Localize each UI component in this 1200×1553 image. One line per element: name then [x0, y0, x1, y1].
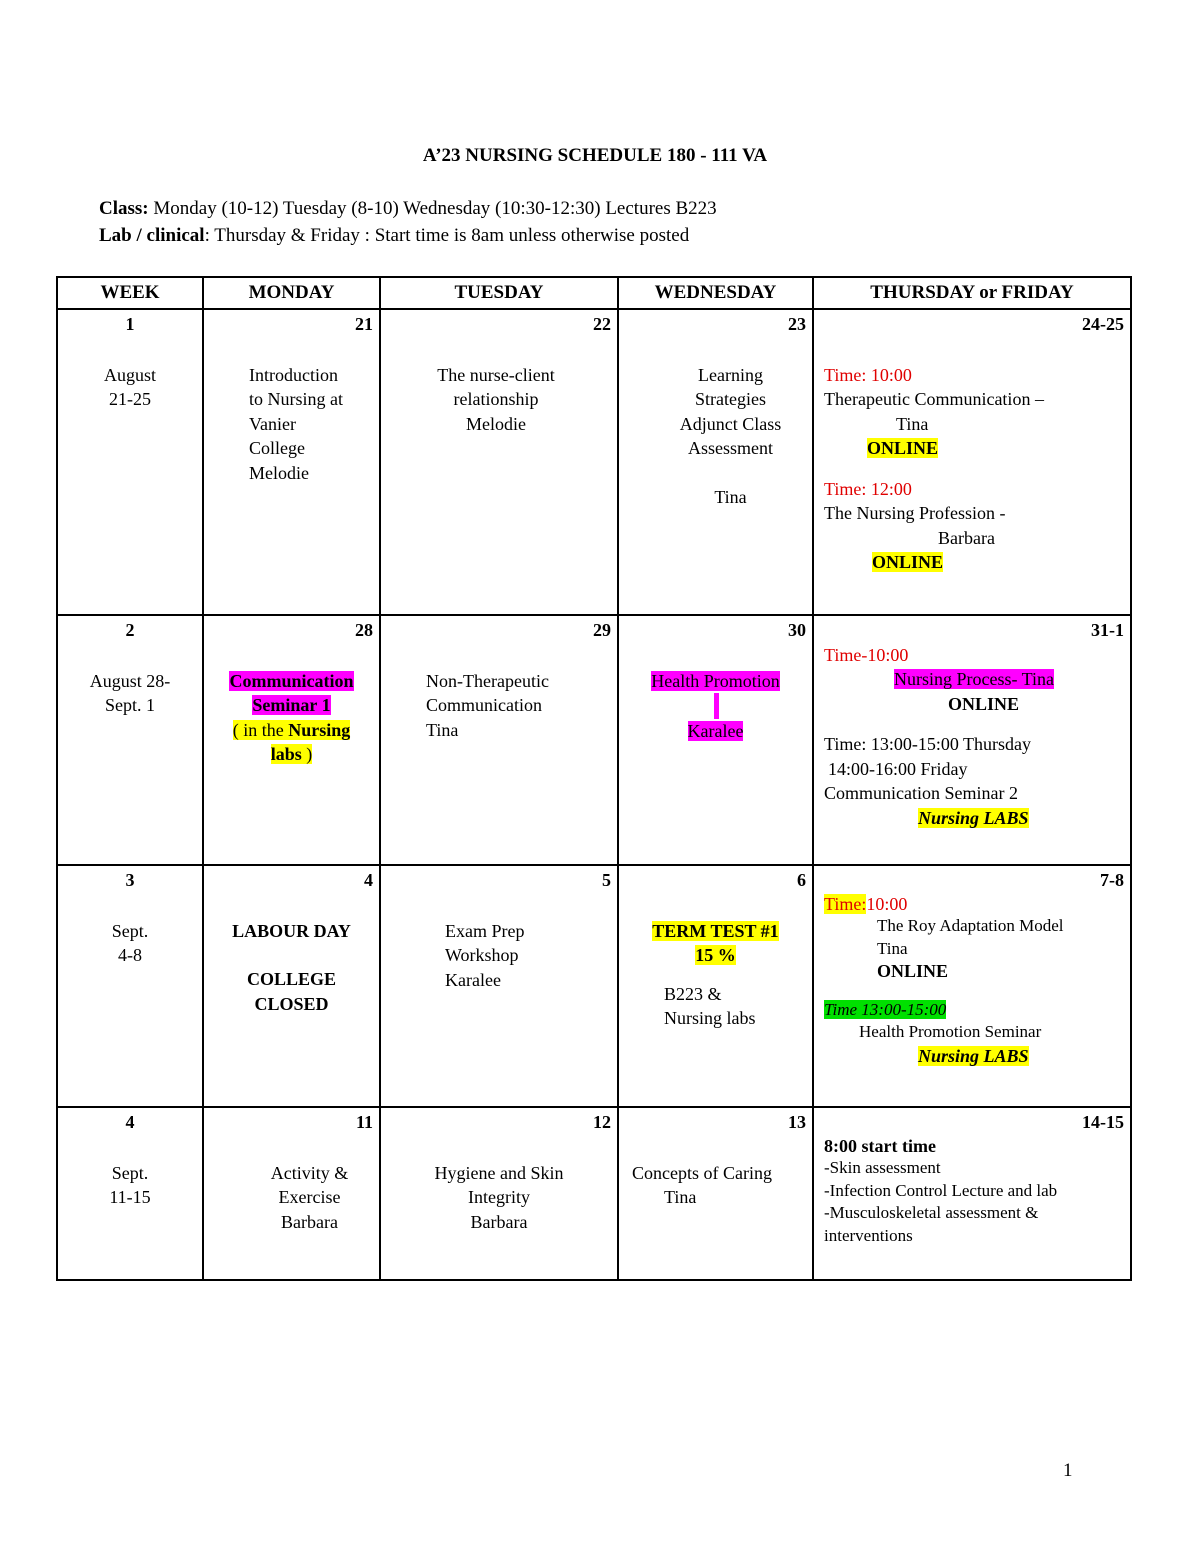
holiday-closed: COLLEGE: [246, 969, 337, 989]
tuesday-cell: [380, 615, 618, 865]
header-thursday-friday: THURSDAY or FRIDAY: [813, 277, 1131, 309]
wednesday-lecture: [619, 669, 812, 744]
labs-location: Nursing LABS: [918, 1045, 1029, 1066]
lecture-line: to Nursing at: [249, 389, 343, 409]
header-tuesday: TUESDAY: [380, 277, 618, 309]
lecture-line: Melodie: [249, 462, 309, 483]
class-line: [99, 198, 717, 220]
lecture-line: Exam Prep: [445, 920, 525, 941]
lecture-line: Melodie: [466, 413, 526, 434]
tuesday-lecture: [381, 363, 617, 437]
seminar-location: ( in the: [232, 719, 289, 740]
week-row-1: [57, 309, 1131, 615]
week-number: 4: [125, 1112, 135, 1132]
tuesday-lecture: [381, 919, 617, 993]
wednesday-cell: [618, 865, 813, 1107]
week-number: 1: [125, 314, 135, 334]
day-number: 7-8: [1100, 870, 1124, 890]
lecture-line: Concepts of Caring: [632, 1162, 772, 1183]
lecture-line: The nurse-client: [437, 364, 555, 385]
day-number: 29: [593, 620, 611, 640]
lecture-line: Workshop: [445, 945, 519, 965]
week-cell: [57, 309, 203, 615]
holiday-notice: [204, 919, 379, 1017]
lecture-line: Strategies: [695, 389, 766, 409]
day-number: 28: [355, 620, 373, 640]
lecture-line: Barbara: [470, 1211, 528, 1232]
term-test: [619, 919, 812, 968]
page-number: 1: [1063, 1460, 1073, 1481]
list-item: -Infection Control Lecture and lab: [824, 1180, 1058, 1200]
lecture-line: Vanier: [249, 413, 296, 434]
day-number: 30: [788, 620, 806, 640]
header-week: WEEK: [57, 277, 203, 309]
header-monday: MONDAY: [203, 277, 380, 309]
lecture-line: Tina: [714, 487, 747, 507]
day-number: 31-1: [1091, 620, 1124, 640]
lecture-line: Health Promotion: [651, 670, 780, 691]
online-badge: ONLINE: [948, 693, 1020, 714]
seminar-title: Communication: [229, 670, 354, 691]
lecture-line: College: [249, 438, 305, 458]
monday-lecture: [204, 363, 379, 486]
day-number: 13: [788, 1112, 806, 1132]
session-instructor: Tina: [896, 413, 929, 434]
labs-location: Nursing LABS: [918, 807, 1029, 828]
thursday-sessions: [814, 643, 1130, 831]
week-dates: Sept. 1: [104, 695, 155, 715]
session-time: Time: 13:00-15:00 Thursday: [824, 734, 1032, 754]
day-number: 23: [788, 314, 806, 334]
session-time: 10:00: [866, 893, 908, 914]
lecture-line: Non-Therapeutic: [426, 670, 549, 691]
thursday-sessions: [814, 1135, 1130, 1248]
monday-cell: [203, 865, 380, 1107]
term-test-weight: 15 %: [695, 945, 736, 965]
header-wednesday: WEDNESDAY: [618, 277, 813, 309]
class-label: Class:: [99, 198, 149, 219]
session-time: 14:00-16:00 Friday: [828, 758, 968, 779]
thursday-cell: [813, 1107, 1131, 1280]
week-dates: August 28-: [89, 670, 171, 691]
lecture-line: Tina: [426, 719, 459, 740]
lecture-line: Introduction: [249, 364, 338, 385]
schedule-table: [56, 276, 1132, 1281]
week-row-2: [57, 615, 1131, 865]
wednesday-cell: [618, 309, 813, 615]
lecture-line: Communication: [426, 695, 542, 715]
day-number: 22: [593, 314, 611, 334]
monday-cell: [203, 615, 380, 865]
holiday-closed: CLOSED: [254, 993, 329, 1014]
seminar-title: Seminar 1: [252, 695, 331, 715]
tuesday-cell: [380, 1107, 618, 1280]
tuesday-cell: [380, 309, 618, 615]
lecture-line: Activity &: [270, 1162, 349, 1183]
lecture-line: Learning: [698, 364, 763, 385]
week-dates: 21-25: [109, 389, 151, 409]
wednesday-cell: [618, 1107, 813, 1280]
thursday-sessions: [814, 893, 1130, 1069]
lab-line: [99, 225, 689, 247]
online-badge: ONLINE: [867, 438, 939, 458]
session-topic: Health Promotion Seminar: [859, 1022, 1042, 1041]
lecture-line: Exercise: [278, 1187, 341, 1207]
list-item: interventions: [824, 1225, 913, 1245]
wednesday-lecture: [619, 1161, 812, 1210]
lecture-line: Tina: [664, 1187, 697, 1207]
day-number: 6: [797, 870, 806, 890]
lecture-line: Karalee: [445, 969, 501, 990]
week-dates: August: [103, 364, 156, 385]
week-dates: Sept.: [111, 920, 149, 941]
online-badge: ONLINE: [877, 961, 949, 981]
term-test-location: [619, 982, 812, 1031]
tuesday-lecture: [381, 669, 617, 743]
lab-label: Lab / clinical: [99, 225, 205, 246]
lecture-line: Integrity: [468, 1187, 530, 1207]
day-number: 12: [593, 1112, 611, 1132]
location-line: B223 &: [664, 983, 722, 1004]
session-time: Time: 12:00: [824, 478, 912, 499]
seminar-block: [204, 669, 379, 767]
week-cell: [57, 1107, 203, 1280]
seminar-location: Nursing: [288, 719, 351, 740]
list-item: -Musculoskeletal assessment &: [824, 1203, 1039, 1222]
lecture-line: Karalee: [687, 721, 744, 741]
lecture-line: Hygiene and Skin: [434, 1162, 564, 1183]
wednesday-lecture: [619, 363, 812, 510]
seminar-location: ): [301, 744, 313, 764]
start-time: 8:00 start time: [824, 1135, 936, 1156]
day-number: 4: [364, 870, 373, 890]
tuesday-cell: [380, 865, 618, 1107]
term-test-title: TERM TEST #1: [652, 920, 779, 941]
thursday-cell: [813, 309, 1131, 615]
location-line: Nursing labs: [664, 1008, 756, 1028]
header-row: [57, 277, 1131, 309]
day-number: 11: [355, 1112, 373, 1132]
lecture-line: [649, 461, 812, 486]
lecture-line: Adjunct Class: [679, 413, 782, 434]
session-topic: Therapeutic Communication –: [824, 389, 1044, 409]
thursday-sessions: [814, 363, 1130, 575]
seminar-location: labs: [270, 744, 302, 764]
session-time: Time:: [824, 893, 867, 914]
session-topic: Communication Seminar 2: [824, 783, 1018, 803]
lecture-line: Assessment: [688, 438, 773, 458]
session-instructor: Tina: [877, 938, 908, 958]
week-cell: [57, 615, 203, 865]
list-item: -Skin assessment: [824, 1158, 941, 1177]
week-row-3: [57, 865, 1131, 1107]
week-number: 2: [125, 620, 135, 640]
week-dates: 4-8: [118, 945, 142, 965]
week-dates: 11-15: [109, 1187, 151, 1207]
week-dates: Sept.: [111, 1162, 149, 1183]
week-row-4: [57, 1107, 1131, 1280]
day-number: 21: [355, 314, 373, 334]
thursday-cell: [813, 865, 1131, 1107]
lecture-line: relationship: [453, 389, 539, 409]
week-cell: [57, 865, 203, 1107]
day-number: 5: [602, 870, 611, 890]
lab-text: : Thursday & Friday : Start time is 8am unless otherwise posted: [204, 225, 690, 246]
session-topic: Nursing Process- Tina: [894, 669, 1055, 689]
highlight-connector: [714, 693, 719, 719]
tuesday-lecture: [381, 1161, 617, 1235]
session-topic: The Nursing Profession -: [824, 503, 1006, 523]
session-topic: The Roy Adaptation Model: [877, 916, 1064, 935]
wednesday-cell: [618, 615, 813, 865]
session-time: Time 13:00-15:00: [824, 999, 947, 1019]
session-time: Time: 10:00: [824, 364, 912, 385]
monday-lecture: [204, 1161, 379, 1235]
thursday-cell: [813, 615, 1131, 865]
session-instructor: Barbara: [938, 527, 995, 548]
online-badge: ONLINE: [872, 552, 944, 572]
page-title: A’23 NURSING SCHEDULE 180 - 111 VA: [422, 145, 768, 166]
session-time: Time-10:00: [824, 644, 909, 665]
holiday-title: LABOUR DAY: [232, 920, 351, 941]
day-number: 24-25: [1082, 314, 1124, 334]
week-number: 3: [125, 870, 135, 890]
monday-cell: [203, 309, 380, 615]
lecture-line: Barbara: [281, 1211, 338, 1232]
class-text: Monday (10-12) Tuesday (8-10) Wednesday (10:30-12:30) Lectures B223: [148, 198, 717, 219]
monday-cell: [203, 1107, 380, 1280]
day-number: 14-15: [1082, 1112, 1124, 1132]
